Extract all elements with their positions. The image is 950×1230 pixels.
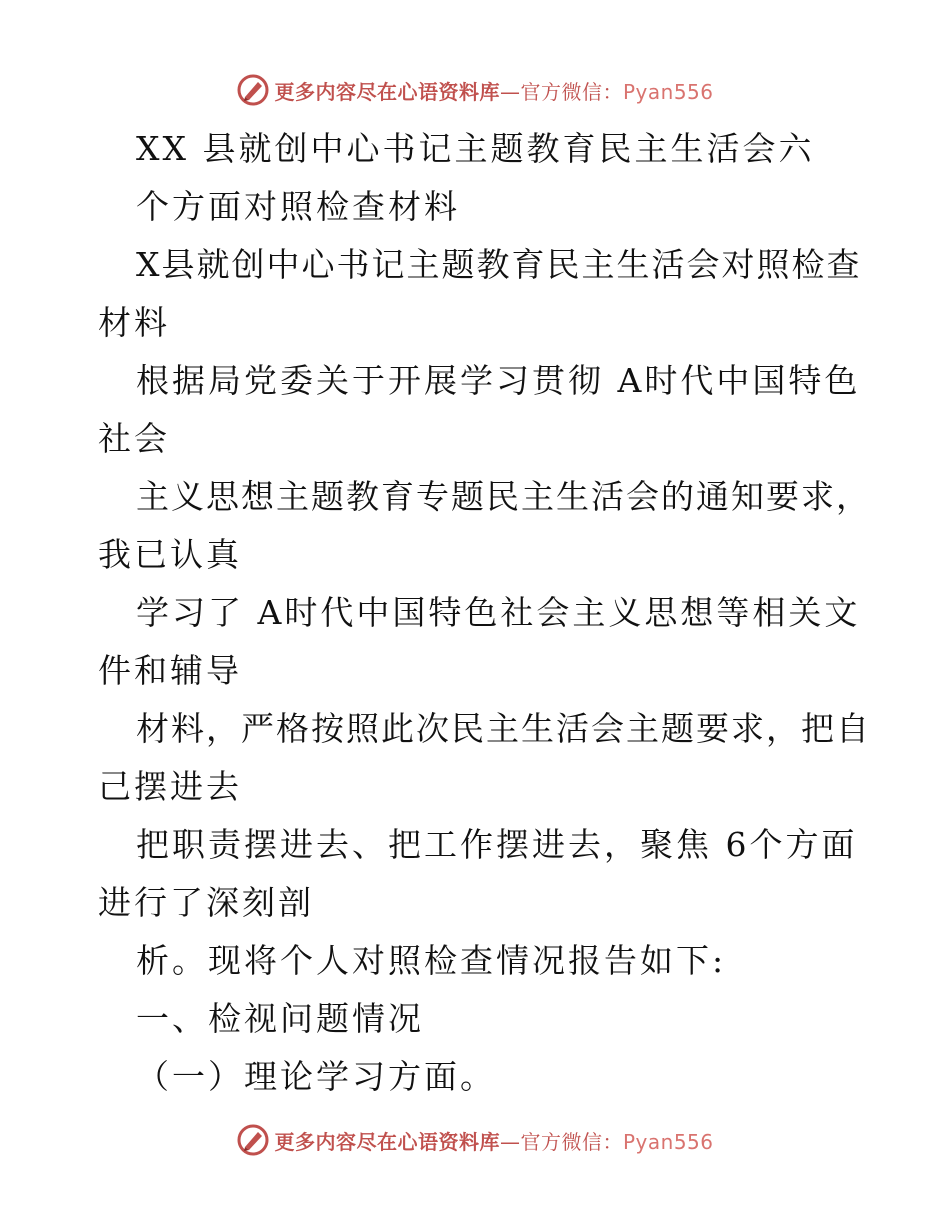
watermark-separator: —官方微信： [499, 1129, 623, 1154]
document-title-line-1: XX 县就创中心书记主题教育民主生活会六 [136, 129, 815, 168]
paragraph-line: 件和辅导 [98, 651, 242, 690]
watermark-separator: —官方微信： [499, 79, 623, 104]
paragraph-line: 材料 [98, 303, 170, 342]
paragraph-line: 进行了深刻剖 [98, 883, 314, 922]
paragraph-line: 己摆进去 [98, 767, 242, 806]
paragraph-line: 我已认真 [98, 535, 242, 574]
document-title-line-2: 个方面对照检查材料 [136, 187, 460, 226]
pen-logo-icon [236, 73, 270, 107]
paragraph-line: 主义思想主题教育专题民主生活会的通知要求， [136, 477, 871, 516]
watermark-text [274, 1126, 713, 1155]
pen-logo-icon [236, 1123, 270, 1157]
footer-watermark [0, 1120, 950, 1160]
paragraph-line: 析。现将个人对照检查情况报告如下: [136, 941, 727, 980]
paragraph-line: 把职责摆进去、把工作摆进去，聚焦 6个方面 [136, 825, 858, 864]
paragraph-line: 学习了 A时代中国特色社会主义思想等相关文 [136, 593, 861, 632]
watermark-main: 更多内容尽在心语资料库 [274, 79, 500, 104]
paragraph-line: 材料，严格按照此次民主生活会主题要求，把自 [136, 709, 871, 748]
subsection-heading: （一）理论学习方面。 [136, 1057, 496, 1096]
paragraph-line: X县就创中心书记主题教育民主生活会对照检查 [136, 245, 862, 284]
paragraph-line: 根据局党委关于开展学习贯彻 A时代中国特色 [136, 361, 861, 400]
watermark-main: 更多内容尽在心语资料库 [274, 1129, 500, 1154]
paragraph-line: 社会 [98, 419, 170, 458]
header-watermark [0, 70, 950, 110]
document-body [0, 120, 950, 1106]
watermark-wechat-id: Pyan556 [622, 1129, 714, 1154]
section-heading: 一、检视问题情况 [136, 999, 424, 1038]
watermark-text [274, 76, 713, 105]
watermark-wechat-id: Pyan556 [622, 79, 714, 104]
